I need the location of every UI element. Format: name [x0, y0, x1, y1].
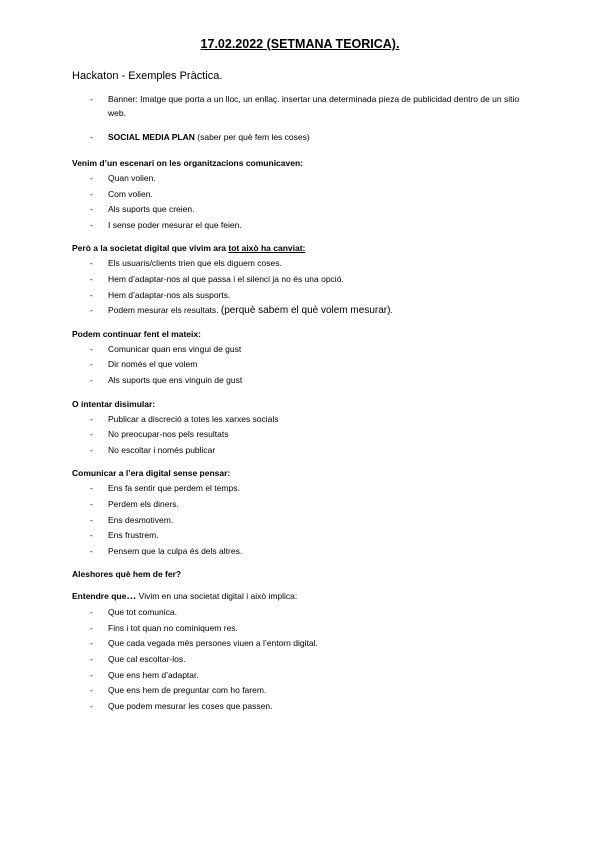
- intro-item-social-media-plan: [72, 130, 532, 144]
- bullet-dash: -: [90, 173, 93, 183]
- bullet-dash: -: [90, 444, 93, 455]
- bullet-dash: -: [90, 273, 93, 284]
- list-item-text: Que ens hem d’adaptar.: [108, 669, 199, 680]
- list-item-text: Als suports que creien.: [108, 204, 195, 215]
- list-item: [72, 497, 542, 513]
- list-item-text: Pensem que la culpa és dels altres.: [108, 545, 243, 556]
- bullet-dash: -: [90, 188, 93, 199]
- section-heading: [72, 466, 542, 480]
- list-item: [72, 256, 542, 272]
- bullet-dash: -: [90, 429, 93, 440]
- bullet-dash: -: [90, 413, 93, 424]
- section-heading-text: Comunicar a l’era digital sense pensar:: [72, 468, 231, 479]
- list-item-text: I sense poder mesurar el que feien.: [108, 219, 242, 230]
- list-item-note: (perquè sabem el què volem mesurar): [220, 305, 391, 317]
- bullet-dash: -: [90, 374, 93, 385]
- list-item-tail: .: [390, 305, 393, 316]
- section-heading-text: Entendre que: [72, 591, 127, 602]
- list-item: [72, 605, 542, 621]
- list-item-text: Que tot comunica.: [108, 607, 177, 618]
- list-item-text: Publicar a discreció a totes les xarxes socials: [108, 413, 279, 424]
- bullet-dash: -: [90, 132, 93, 142]
- list-item: [72, 218, 542, 234]
- list-item-text: Als suports que ens vinguin de gust: [108, 374, 243, 385]
- list-item: [72, 272, 542, 288]
- list-item-text: Comunicar quan ens vingui de gust: [108, 343, 242, 354]
- bullet-dash: -: [90, 607, 93, 618]
- bullet-dash: -: [90, 94, 93, 104]
- list-item: [72, 683, 542, 699]
- list-item-text: Com volien.: [108, 188, 153, 199]
- list-item: [72, 171, 542, 187]
- list-item: [72, 288, 542, 304]
- bullet-dash: -: [90, 514, 93, 525]
- list-item-text: Perdem els diners.: [108, 498, 179, 509]
- list-item: [72, 427, 542, 443]
- list-item: [72, 636, 542, 652]
- bullet-dash: -: [90, 545, 93, 556]
- list-item-text: Ens desmotivem.: [108, 514, 174, 525]
- list-item: [72, 412, 542, 428]
- section-heading-underlined: tot això ha canviat:: [228, 243, 306, 254]
- list-item: [72, 373, 542, 389]
- intro-item-bold: SOCIAL MEDIA PLAN: [108, 132, 195, 142]
- list-item: [72, 668, 542, 684]
- bullet-dash: -: [90, 685, 93, 696]
- list-item-text: Podem mesurar els resultats.: [108, 305, 221, 316]
- section-heading: [72, 397, 542, 411]
- list-item-text: Fins i tot quan no cominiquem res.: [108, 622, 238, 633]
- list-item: [72, 621, 542, 637]
- list-item: [72, 202, 542, 218]
- section-heading-text: Aleshores què hem de fer?: [72, 569, 182, 580]
- list-item: [72, 528, 542, 544]
- section-heading: [72, 589, 542, 604]
- list-item: [72, 342, 542, 358]
- list-item-text: Els usuaris/clients trien que els diguem coses.: [108, 258, 282, 269]
- list-item: [72, 443, 542, 459]
- list-item-text: Hem d’adaptar-nos als susports.: [108, 289, 231, 300]
- page-title: 17.02.2022 (SETMANA TEORICA).: [200, 37, 400, 51]
- list-item-text: No escoltar i només publicar: [108, 444, 216, 455]
- section-heading-text: Venim d’un escenari on les organitzacions comunicaven:: [72, 158, 303, 168]
- list-item-text: Ens fa sentir que perdem el temps.: [108, 483, 240, 494]
- bullet-dash: -: [90, 219, 93, 230]
- list-item: [72, 187, 542, 203]
- bullet-dash: -: [90, 343, 93, 354]
- list-item: [72, 481, 542, 497]
- bullet-dash: -: [90, 483, 93, 494]
- intro-item-text: Banner: Imatge que porta a un lloc, un enllaç. insertar una determinada pieza de publicidad dentro de un sitio web.: [108, 94, 520, 118]
- list-item: [72, 303, 542, 319]
- list-item: [72, 513, 542, 529]
- bullet-dash: -: [90, 305, 93, 316]
- section-heading: [72, 156, 542, 170]
- bullet-dash: -: [90, 258, 93, 269]
- bullet-dash: -: [90, 498, 93, 509]
- list-item-text: Dir només el que volem: [108, 359, 198, 370]
- bullet-dash: -: [90, 289, 93, 300]
- bullet-dash: -: [90, 638, 93, 649]
- list-item: [72, 699, 542, 715]
- bullet-dash: -: [90, 654, 93, 665]
- intro-item-banner: [72, 92, 532, 120]
- page-subtitle: Hackaton - Exemples Pràctica.: [72, 70, 223, 82]
- section-heading: [72, 327, 542, 341]
- list-item: [72, 652, 542, 668]
- bullet-dash: -: [90, 204, 93, 215]
- intro-item-text: (saber per què fem les coses): [194, 132, 310, 142]
- bullet-dash: -: [90, 359, 93, 370]
- section-heading-text: Però a la societat digital que vivim ara: [72, 243, 229, 254]
- list-item-text: No preocupar-nos pels resultats: [108, 429, 229, 440]
- sections-container: [72, 156, 542, 714]
- list-item-text: Que cal escoltar-los.: [108, 654, 186, 665]
- list-item-text: Ens frustrem.: [108, 530, 159, 541]
- list-item-text: Que ens hem de preguntar com ho farem.: [108, 685, 267, 696]
- list-item-text: Que podem mesurar les coses que passen.: [108, 700, 273, 711]
- intro-list: [72, 92, 532, 154]
- section-heading: [72, 567, 542, 581]
- section-heading-text: Podem continuar fent el mateix:: [72, 328, 201, 339]
- list-item: [72, 357, 542, 373]
- section-heading-text: O intentar disimular:: [72, 398, 156, 409]
- bullet-dash: -: [90, 700, 93, 711]
- list-item-text: Quan volien.: [108, 173, 156, 183]
- bullet-dash: -: [90, 530, 93, 541]
- list-item-text: Hem d’adaptar-nos al que passa i el silenci ja no és una opció.: [108, 273, 344, 284]
- section-heading: [72, 241, 542, 255]
- section-heading-ellipsis: …: [126, 591, 137, 603]
- list-item: [72, 544, 542, 560]
- bullet-dash: -: [90, 669, 93, 680]
- section-heading-normal: Vivim en una societat digital i això implica:: [136, 591, 298, 602]
- list-item-text: Que cada vegada més persones viuen a l’entorn digital.: [108, 638, 318, 649]
- bullet-dash: -: [90, 622, 93, 633]
